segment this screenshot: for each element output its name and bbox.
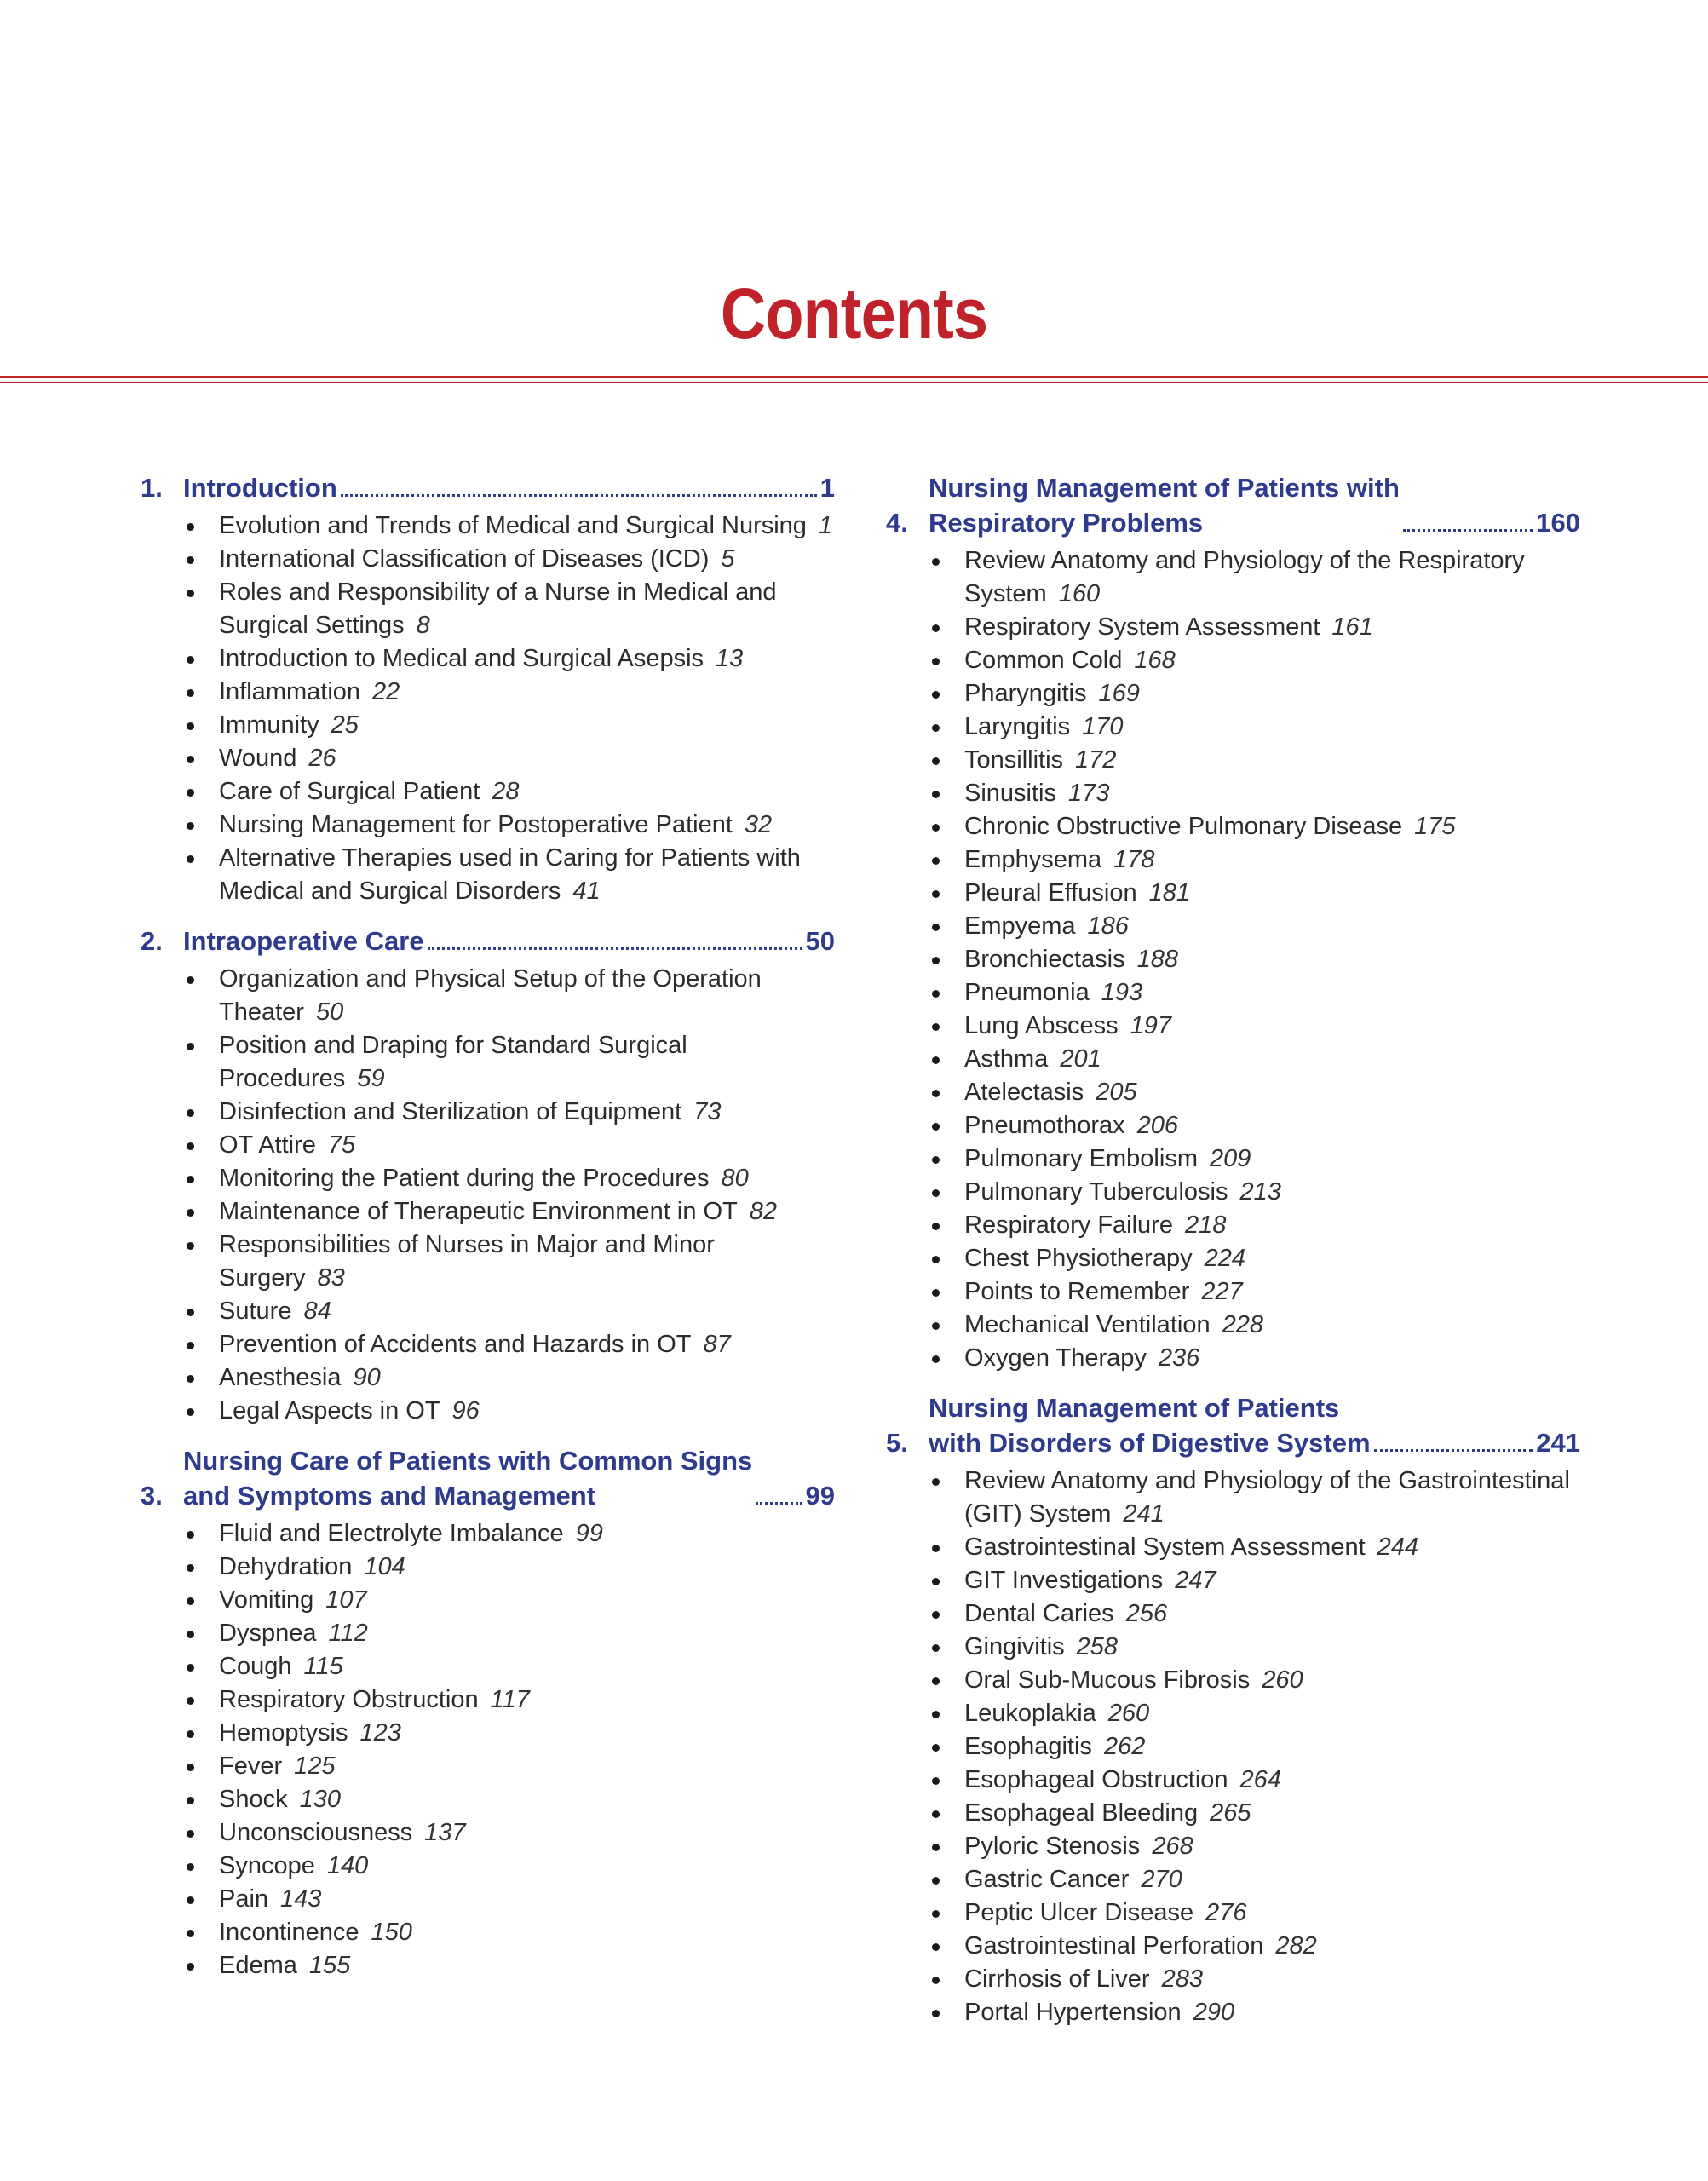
- topic-list: [141, 1517, 835, 1982]
- topic-page-number: 247: [1175, 1567, 1216, 1594]
- topic-item[interactable]: [929, 1043, 1580, 1076]
- topic-page-number: 123: [359, 1719, 401, 1747]
- topic-page-number: 41: [572, 878, 601, 905]
- topic-item[interactable]: [929, 1142, 1580, 1176]
- chapter-title-line: Introduction: [183, 473, 337, 503]
- topic-page-number: 75: [327, 1131, 356, 1159]
- topic-text: Oxygen Therapy: [964, 1344, 1147, 1372]
- chapter-title-line: and Symptoms and Management: [183, 1481, 596, 1511]
- topic-item[interactable]: [929, 810, 1580, 843]
- topic-text: Maintenance of Therapeutic Environment in OT: [219, 1198, 738, 1225]
- topic-item[interactable]: [183, 1850, 835, 1883]
- topic-page-number: 258: [1076, 1633, 1119, 1660]
- topic-text: Pain: [219, 1885, 269, 1913]
- topic-item[interactable]: [929, 1564, 1580, 1597]
- topic-item[interactable]: [183, 642, 835, 676]
- topic-page-number: 25: [331, 711, 359, 739]
- chapter-title: [929, 1390, 1371, 1460]
- topic-text: Peptic Ulcer Disease: [964, 1899, 1194, 1926]
- topic-item[interactable]: [929, 544, 1580, 611]
- chapter: [141, 924, 835, 1428]
- topic-item[interactable]: [183, 963, 835, 1029]
- topic-text: Empyema: [964, 912, 1076, 940]
- topic-text: Lung Abscess: [964, 1012, 1119, 1039]
- chapter-title-line: with Disorders of Digestive System: [929, 1428, 1371, 1458]
- topic-page-number: 32: [744, 811, 773, 838]
- topic-text: Inflammation: [219, 678, 361, 705]
- topic-page-number: 73: [693, 1098, 722, 1125]
- topic-page-number: 241: [1123, 1500, 1165, 1528]
- topic-page-number: 256: [1125, 1600, 1168, 1627]
- topic-page-number: 175: [1414, 813, 1456, 840]
- topic-page-number: 155: [308, 1952, 351, 1979]
- chapter-title: [183, 470, 337, 505]
- topic-item[interactable]: [929, 1531, 1580, 1564]
- chapter-heading[interactable]: [141, 470, 835, 505]
- topic-item[interactable]: [929, 677, 1580, 711]
- topic-item[interactable]: [929, 1309, 1580, 1342]
- topic-text: Pyloric Stenosis: [964, 1833, 1141, 1860]
- topic-page-number: 265: [1210, 1799, 1251, 1827]
- chapter-title-line: Nursing Management of Patients with: [929, 473, 1400, 503]
- chapter: [141, 1443, 835, 1982]
- topic-text: Gingivitis: [964, 1633, 1065, 1660]
- topic-item[interactable]: [183, 1295, 835, 1328]
- topic-text: Asthma: [964, 1045, 1049, 1073]
- chapter-title-line: Nursing Management of Patients: [929, 1393, 1340, 1423]
- topic-item[interactable]: [929, 1996, 1580, 2029]
- topic-page-number: 87: [703, 1331, 731, 1358]
- topic-item[interactable]: [929, 976, 1580, 1010]
- title-rule-bottom: [0, 382, 1708, 383]
- topic-item[interactable]: [183, 543, 835, 576]
- topic-text: Pulmonary Embolism: [964, 1145, 1198, 1172]
- chapter-page-number: 160: [1536, 508, 1580, 538]
- topic-item[interactable]: [183, 1361, 835, 1395]
- topic-item[interactable]: [183, 1883, 835, 1916]
- topic-page-number: 213: [1239, 1178, 1281, 1206]
- topic-page-number: 90: [353, 1364, 381, 1391]
- chapter-page-number: 1: [819, 473, 835, 503]
- topic-text: Respiratory Failure: [964, 1211, 1173, 1239]
- topic-text: Review Anatomy and Physiology of the Respiratory System: [964, 547, 1525, 607]
- topic-text: Tonsillitis: [964, 746, 1064, 774]
- topic-text: International Classification of Diseases (ICD): [219, 545, 710, 573]
- topic-page-number: 188: [1136, 946, 1178, 973]
- topic-text: GIT Investigations: [964, 1567, 1164, 1594]
- topic-item[interactable]: [183, 1584, 835, 1617]
- topic-page-number: 140: [326, 1852, 369, 1879]
- topic-text: Dyspnea: [219, 1620, 317, 1647]
- topic-text: Disinfection and Sterilization of Equipment: [219, 1098, 682, 1125]
- topic-page-number: 104: [364, 1553, 405, 1580]
- topic-list: [141, 509, 835, 908]
- topic-item[interactable]: [183, 1129, 835, 1162]
- topic-item[interactable]: [929, 611, 1580, 644]
- topic-page-number: 264: [1239, 1766, 1281, 1793]
- chapter-number: 2.: [141, 926, 163, 956]
- topic-text: Dehydration: [219, 1553, 353, 1580]
- topic-text: Cirrhosis of Liver: [964, 1965, 1150, 1993]
- topic-text: Esophageal Bleeding: [964, 1799, 1199, 1827]
- topic-text: Sinusitis: [964, 780, 1056, 807]
- topic-page-number: 115: [303, 1653, 343, 1680]
- topic-page-number: 22: [372, 678, 400, 705]
- topic-item[interactable]: [929, 1631, 1580, 1664]
- dot-leader: [428, 947, 802, 950]
- topic-page-number: 130: [299, 1786, 341, 1813]
- topic-item[interactable]: [929, 1830, 1580, 1863]
- topic-page-number: 112: [328, 1620, 368, 1647]
- topic-page-number: 276: [1205, 1899, 1247, 1926]
- topic-item[interactable]: [183, 1029, 835, 1096]
- topic-text: OT Attire: [219, 1131, 316, 1159]
- topic-page-number: 143: [280, 1885, 322, 1913]
- topic-item[interactable]: [183, 1195, 835, 1229]
- topic-item[interactable]: [183, 1750, 835, 1783]
- topic-text: Prevention of Accidents and Hazards in OT: [219, 1331, 692, 1358]
- topic-item[interactable]: [183, 775, 835, 809]
- topic-item[interactable]: [929, 1797, 1580, 1830]
- dot-leader: [1374, 1449, 1533, 1452]
- topic-page-number: 170: [1082, 713, 1124, 740]
- chapter-page-number: 99: [805, 1481, 835, 1511]
- chapter-heading[interactable]: [141, 1443, 835, 1513]
- topic-item[interactable]: [183, 576, 835, 642]
- topic-text: Incontinence: [219, 1919, 359, 1946]
- contents-column-left: [141, 470, 835, 1998]
- topic-text: Points to Remember: [964, 1278, 1190, 1305]
- topic-page-number: 236: [1158, 1344, 1200, 1372]
- chapter: [886, 1390, 1580, 2029]
- topic-text: Edema: [219, 1952, 297, 1979]
- topic-item[interactable]: [183, 1816, 835, 1850]
- topic-text: Anesthesia: [219, 1364, 342, 1391]
- topic-item[interactable]: [929, 1176, 1580, 1209]
- topic-text: Oral Sub-Mucous Fibrosis: [964, 1666, 1251, 1694]
- topic-page-number: 28: [492, 778, 520, 805]
- topic-item[interactable]: [929, 1109, 1580, 1142]
- chapter-page-number: 50: [805, 926, 835, 956]
- topic-page-number: 290: [1193, 1999, 1235, 2026]
- topic-page-number: 270: [1141, 1866, 1182, 1893]
- dot-leader: [1403, 529, 1533, 532]
- topic-text: Monitoring the Patient during the Procedures: [219, 1165, 710, 1192]
- topic-item[interactable]: [183, 1096, 835, 1129]
- topic-item[interactable]: [929, 1730, 1580, 1764]
- topic-text: Syncope: [219, 1852, 315, 1879]
- topic-text: Legal Aspects in OT: [219, 1397, 440, 1424]
- topic-page-number: 262: [1103, 1733, 1146, 1760]
- topic-text: Portal Hypertension: [964, 1999, 1182, 2026]
- title-rule-top: [0, 376, 1708, 378]
- topic-item[interactable]: [929, 943, 1580, 976]
- chapter-title: [183, 924, 424, 958]
- chapter-number: 5.: [886, 1428, 908, 1458]
- topic-text: Organization and Physical Setup of the Operation Theater: [219, 965, 762, 1026]
- chapter-page-number: 241: [1536, 1428, 1580, 1458]
- topic-item[interactable]: [929, 777, 1580, 810]
- topic-item[interactable]: [183, 1162, 835, 1195]
- topic-text: Atelectasis: [964, 1079, 1084, 1106]
- topic-page-number: 82: [749, 1198, 778, 1225]
- topic-item[interactable]: [929, 1275, 1580, 1309]
- dot-leader: [341, 494, 817, 497]
- topic-page-number: 107: [325, 1586, 367, 1614]
- chapter-number: 3.: [141, 1481, 163, 1511]
- chapter-heading[interactable]: [141, 924, 835, 958]
- topic-page-number: 268: [1152, 1833, 1193, 1860]
- topic-page-number: 99: [575, 1520, 603, 1547]
- topic-page-number: 228: [1222, 1311, 1263, 1338]
- topic-page-number: 197: [1130, 1012, 1171, 1039]
- chapter-heading[interactable]: [886, 470, 1580, 540]
- topic-page-number: 209: [1209, 1145, 1251, 1172]
- topic-text: Bronchiectasis: [964, 946, 1125, 973]
- chapter-heading[interactable]: [886, 1390, 1580, 1460]
- topic-page-number: 282: [1275, 1932, 1317, 1959]
- topic-text: Gastrointestinal System Assessment: [964, 1534, 1366, 1561]
- topic-text: Gastric Cancer: [964, 1866, 1130, 1893]
- topic-page-number: 96: [451, 1397, 480, 1424]
- topic-item[interactable]: [183, 1328, 835, 1361]
- topic-page-number: 137: [424, 1819, 466, 1846]
- topic-text: Roles and Responsibility of a Nurse in Medical and Surgical Settings: [219, 578, 777, 639]
- topic-page-number: 125: [294, 1752, 336, 1780]
- topic-text: Dental Caries: [964, 1600, 1114, 1627]
- topic-item[interactable]: [929, 843, 1580, 877]
- topic-item[interactable]: [183, 1517, 835, 1551]
- topic-list: [886, 1465, 1580, 2029]
- topic-page-number: 59: [357, 1065, 385, 1092]
- chapter: [886, 470, 1580, 1375]
- topic-text: Pharyngitis: [964, 680, 1087, 707]
- topic-item[interactable]: [183, 1717, 835, 1750]
- topic-text: Emphysema: [964, 846, 1102, 873]
- topic-page-number: 169: [1098, 680, 1140, 707]
- topic-item[interactable]: [183, 809, 835, 842]
- topic-item[interactable]: [929, 744, 1580, 777]
- topic-text: Esophagitis: [964, 1733, 1092, 1760]
- topic-item[interactable]: [929, 1963, 1580, 1996]
- topic-page-number: 1: [818, 512, 833, 539]
- topic-text: Respiratory Obstruction: [219, 1686, 479, 1713]
- topic-page-number: 186: [1087, 912, 1129, 940]
- topic-item[interactable]: [929, 1209, 1580, 1242]
- chapter-title: [929, 470, 1400, 540]
- topic-page-number: 193: [1101, 979, 1143, 1006]
- topic-item[interactable]: [929, 711, 1580, 744]
- topic-item[interactable]: [929, 1342, 1580, 1375]
- topic-page-number: 8: [416, 612, 430, 639]
- topic-page-number: 84: [303, 1298, 331, 1325]
- topic-item[interactable]: [183, 1551, 835, 1584]
- topic-page-number: 181: [1148, 879, 1190, 906]
- topic-page-number: 260: [1107, 1700, 1150, 1727]
- topic-item[interactable]: [183, 842, 835, 908]
- topic-text: Leukoplakia: [964, 1700, 1096, 1727]
- topic-item[interactable]: [929, 1010, 1580, 1043]
- topic-text: Respiratory System Assessment: [964, 613, 1320, 641]
- topic-page-number: 80: [721, 1165, 749, 1192]
- topic-text: Unconsciousness: [219, 1819, 413, 1846]
- topic-text: Chronic Obstructive Pulmonary Disease: [964, 813, 1403, 840]
- topic-item[interactable]: [929, 1664, 1580, 1697]
- topic-item[interactable]: [929, 644, 1580, 677]
- topic-list: [141, 963, 835, 1428]
- topic-page-number: 150: [371, 1919, 412, 1946]
- topic-text: Pleural Effusion: [964, 879, 1137, 906]
- topic-page-number: 83: [317, 1264, 345, 1292]
- topic-page-number: 227: [1201, 1278, 1243, 1305]
- topic-text: Shock: [219, 1786, 288, 1813]
- topic-page-number: 13: [716, 645, 744, 672]
- topic-text: Nursing Management for Postoperative Patient: [219, 811, 733, 838]
- topic-item[interactable]: [929, 910, 1580, 943]
- topic-text: Alternative Therapies used in Caring for Patients with Medical and Surgical Disorders: [219, 844, 801, 905]
- page-title: Contents: [720, 273, 988, 354]
- topic-page-number: 244: [1377, 1534, 1419, 1561]
- topic-list: [886, 544, 1580, 1375]
- topic-text: Position and Draping for Standard Surgical Procedures: [219, 1032, 687, 1092]
- topic-page-number: 205: [1096, 1079, 1137, 1106]
- topic-item[interactable]: [183, 1617, 835, 1650]
- topic-page-number: 178: [1113, 846, 1155, 873]
- topic-text: Pneumothorax: [964, 1112, 1125, 1139]
- topic-item[interactable]: [183, 1395, 835, 1428]
- topic-item[interactable]: [183, 709, 835, 742]
- topic-item[interactable]: [929, 1597, 1580, 1631]
- chapter-title-line: Intraoperative Care: [183, 926, 424, 956]
- topic-item[interactable]: [183, 1229, 835, 1295]
- topic-item[interactable]: [929, 877, 1580, 910]
- topic-text: Immunity: [219, 711, 319, 739]
- topic-text: Cough: [219, 1653, 292, 1680]
- chapter-title-line: Respiratory Problems: [929, 508, 1204, 538]
- chapter-number: 4.: [886, 508, 908, 538]
- topic-text: Common Cold: [964, 647, 1123, 674]
- chapter: [141, 470, 835, 908]
- topic-item[interactable]: [929, 1242, 1580, 1275]
- topic-text: Care of Surgical Patient: [219, 778, 480, 805]
- topic-item[interactable]: [183, 1949, 835, 1982]
- chapter-title-line: Nursing Care of Patients with Common Signs: [183, 1446, 753, 1476]
- topic-item[interactable]: [929, 1697, 1580, 1730]
- topic-page-number: 206: [1136, 1112, 1179, 1139]
- topic-page-number: 117: [490, 1686, 530, 1713]
- topic-item[interactable]: [929, 1863, 1580, 1896]
- topic-text: Fever: [219, 1752, 283, 1780]
- topic-page-number: 172: [1075, 746, 1117, 774]
- topic-item[interactable]: [929, 1764, 1580, 1797]
- dot-leader: [756, 1502, 802, 1505]
- topic-item[interactable]: [183, 676, 835, 709]
- topic-page-number: 224: [1204, 1245, 1245, 1272]
- topic-page-number: 260: [1262, 1666, 1303, 1694]
- topic-item[interactable]: [183, 509, 835, 543]
- topic-text: Vomiting: [219, 1586, 314, 1614]
- topic-text: Wound: [219, 745, 297, 772]
- topic-text: Gastrointestinal Perforation: [964, 1932, 1264, 1959]
- topic-page-number: 50: [315, 998, 344, 1026]
- topic-item[interactable]: [929, 1930, 1580, 1963]
- topic-text: Chest Physiotherapy: [964, 1245, 1193, 1272]
- topic-item[interactable]: [929, 1465, 1580, 1531]
- topic-item[interactable]: [929, 1076, 1580, 1109]
- topic-text: Evolution and Trends of Medical and Surgical Nursing: [219, 512, 807, 539]
- topic-text: Introduction to Medical and Surgical Asepsis: [219, 645, 704, 672]
- topic-page-number: 168: [1134, 647, 1176, 674]
- topic-page-number: 283: [1161, 1965, 1203, 1993]
- topic-text: Esophageal Obstruction: [964, 1766, 1228, 1793]
- topic-item[interactable]: [183, 1683, 835, 1717]
- topic-page-number: 160: [1058, 580, 1101, 607]
- chapter-title: [183, 1443, 752, 1513]
- chapter-number: 1.: [141, 473, 163, 503]
- topic-text: Pulmonary Tuberculosis: [964, 1178, 1228, 1206]
- topic-item[interactable]: [183, 1650, 835, 1683]
- topic-page-number: 5: [721, 545, 735, 573]
- topic-item[interactable]: [183, 742, 835, 775]
- topic-text: Suture: [219, 1298, 292, 1325]
- topic-page-number: 201: [1060, 1045, 1101, 1073]
- topic-text: Pneumonia: [964, 979, 1090, 1006]
- topic-item[interactable]: [183, 1916, 835, 1949]
- topic-text: Fluid and Electrolyte Imbalance: [219, 1520, 564, 1547]
- topic-page-number: 26: [308, 745, 336, 772]
- topic-page-number: 161: [1331, 613, 1373, 641]
- topic-text: Hemoptysis: [219, 1719, 348, 1747]
- topic-text: Mechanical Ventilation: [964, 1311, 1211, 1338]
- topic-text: Laryngitis: [964, 713, 1071, 740]
- topic-text: Responsibilities of Nurses in Major and Minor Surgery: [219, 1231, 715, 1292]
- contents-column-right: [886, 470, 1580, 2045]
- topic-item[interactable]: [929, 1896, 1580, 1930]
- topic-page-number: 218: [1184, 1211, 1227, 1239]
- topic-page-number: 173: [1068, 780, 1110, 807]
- topic-item[interactable]: [183, 1783, 835, 1816]
- topic-text: Review Anatomy and Physiology of the Gastrointestinal (GIT) System: [964, 1467, 1570, 1528]
